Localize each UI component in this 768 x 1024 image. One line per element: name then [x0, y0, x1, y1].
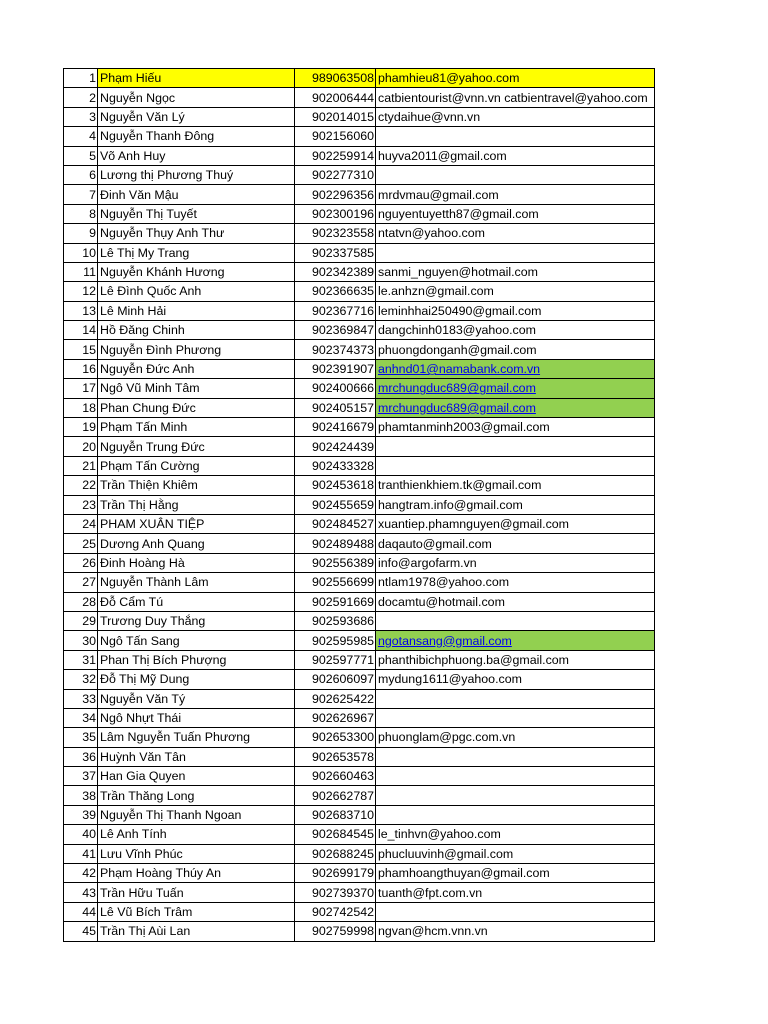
email-cell[interactable]: le.anhzn@gmail.com	[376, 282, 655, 301]
phone-cell[interactable]: 902366635	[295, 282, 376, 301]
email-cell[interactable]: ntatvn@yahoo.com	[376, 224, 655, 243]
email-cell[interactable]: tranthienkhiem.tk@gmail.com	[376, 476, 655, 495]
email-cell[interactable]: leminhhai250490@gmail.com	[376, 301, 655, 320]
table-row	[64, 708, 655, 727]
name-cell[interactable]: Trần Hữu Tuấn	[98, 883, 295, 902]
email-cell[interactable]: mrdvmau@gmail.com	[376, 185, 655, 204]
row-number-cell[interactable]: 4	[64, 127, 98, 146]
email-cell[interactable]	[376, 456, 655, 475]
table-row	[64, 747, 655, 766]
phone-cell[interactable]: 902653578	[295, 747, 376, 766]
table-row	[64, 592, 655, 611]
name-cell[interactable]: Trần Thiện Khiêm	[98, 476, 295, 495]
email-cell[interactable]	[376, 708, 655, 727]
row-number-cell[interactable]: 14	[64, 321, 98, 340]
row-number-cell[interactable]: 33	[64, 689, 98, 708]
phone-cell[interactable]: 902626967	[295, 708, 376, 727]
email-cell[interactable]: anhnd01@namabank.com.vn	[376, 359, 655, 378]
row-number-cell[interactable]: 36	[64, 747, 98, 766]
email-cell[interactable]: docamtu@hotmail.com	[376, 592, 655, 611]
phone-cell[interactable]: 902277310	[295, 165, 376, 184]
phone-cell[interactable]: 902296356	[295, 185, 376, 204]
table-row	[64, 844, 655, 863]
row-number-cell[interactable]: 18	[64, 398, 98, 417]
row-number-cell[interactable]: 45	[64, 922, 98, 941]
row-number-cell[interactable]: 22	[64, 476, 98, 495]
row-number-cell[interactable]: 3	[64, 107, 98, 126]
table-row	[64, 495, 655, 514]
phone-cell[interactable]: 902739370	[295, 883, 376, 902]
email-cell[interactable]: le_tinhvn@yahoo.com	[376, 825, 655, 844]
row-number-cell[interactable]: 9	[64, 224, 98, 243]
name-cell[interactable]: Lê Minh Hải	[98, 301, 295, 320]
table-row	[64, 437, 655, 456]
row-number-cell[interactable]: 15	[64, 340, 98, 359]
table-row	[64, 902, 655, 921]
table-row	[64, 340, 655, 359]
email-cell[interactable]: daqauto@gmail.com	[376, 534, 655, 553]
email-cell[interactable]: hangtram.info@gmail.com	[376, 495, 655, 514]
table-row	[64, 786, 655, 805]
email-cell[interactable]	[376, 611, 655, 630]
phone-cell[interactable]: 902625422	[295, 689, 376, 708]
email-cell[interactable]: sanmi_nguyen@hotmail.com	[376, 262, 655, 281]
phone-cell[interactable]: 902591669	[295, 592, 376, 611]
table-row	[64, 670, 655, 689]
name-cell[interactable]: Nguyễn Thành Lâm	[98, 573, 295, 592]
table-row	[64, 631, 655, 650]
table-row	[64, 359, 655, 378]
name-cell[interactable]: Nguyễn Văn Lý	[98, 107, 295, 126]
row-number-cell[interactable]: 2	[64, 88, 98, 107]
phone-cell[interactable]: 902433328	[295, 456, 376, 475]
table-row	[64, 418, 655, 437]
row-number-cell[interactable]: 21	[64, 456, 98, 475]
row-number-cell[interactable]: 27	[64, 573, 98, 592]
phone-cell[interactable]: 902660463	[295, 767, 376, 786]
name-cell[interactable]: Phan Thị Bích Phượng	[98, 650, 295, 669]
row-number-cell[interactable]: 13	[64, 301, 98, 320]
row-number-cell[interactable]: 17	[64, 379, 98, 398]
row-number-cell[interactable]: 41	[64, 844, 98, 863]
table-row	[64, 922, 655, 941]
name-cell[interactable]: Nguyễn Khánh Hương	[98, 262, 295, 281]
email-cell[interactable]	[376, 165, 655, 184]
table-row	[64, 611, 655, 630]
email-cell[interactable]: xuantiep.phamnguyen@gmail.com	[376, 514, 655, 533]
email-cell[interactable]: ctydaihue@vnn.vn	[376, 107, 655, 126]
row-number-cell[interactable]: 24	[64, 514, 98, 533]
phone-cell[interactable]: 902662787	[295, 786, 376, 805]
table-row	[64, 767, 655, 786]
name-cell[interactable]: Trần Thị Aùi Lan	[98, 922, 295, 941]
table-row	[64, 146, 655, 165]
phone-cell[interactable]: 902742542	[295, 902, 376, 921]
name-cell[interactable]: Đỗ Cẩm Tú	[98, 592, 295, 611]
table-row	[64, 165, 655, 184]
table-row	[64, 456, 655, 475]
table-row	[64, 398, 655, 417]
phone-cell[interactable]: 902337585	[295, 243, 376, 262]
name-cell[interactable]: Lương thị Phương Thuý	[98, 165, 295, 184]
name-cell[interactable]: Nguyễn Đình Phương	[98, 340, 295, 359]
table-row	[64, 107, 655, 126]
phone-cell[interactable]: 902367716	[295, 301, 376, 320]
phone-cell[interactable]: 902699179	[295, 864, 376, 883]
name-cell[interactable]: Phạm Tấn Minh	[98, 418, 295, 437]
row-number-cell[interactable]: 37	[64, 767, 98, 786]
table-row	[64, 262, 655, 281]
phone-cell[interactable]: 902424439	[295, 437, 376, 456]
row-number-cell[interactable]: 30	[64, 631, 98, 650]
row-number-cell[interactable]: 35	[64, 728, 98, 747]
email-cell[interactable]: phanthibichphuong.ba@gmail.com	[376, 650, 655, 669]
row-number-cell[interactable]: 29	[64, 611, 98, 630]
table-row	[64, 883, 655, 902]
name-cell[interactable]: Phạm Hoàng Thúy An	[98, 864, 295, 883]
email-cell[interactable]: catbientourist@vnn.vn catbientravel@yahoo.com	[376, 88, 655, 107]
email-cell[interactable]	[376, 437, 655, 456]
row-number-cell[interactable]: 38	[64, 786, 98, 805]
table-row	[64, 689, 655, 708]
name-cell[interactable]: Đinh Văn Mậu	[98, 185, 295, 204]
row-number-cell[interactable]: 32	[64, 670, 98, 689]
table-row	[64, 321, 655, 340]
phone-cell[interactable]: 902653300	[295, 728, 376, 747]
phone-cell[interactable]: 902156060	[295, 127, 376, 146]
email-cell[interactable]	[376, 747, 655, 766]
phone-cell[interactable]: 902759998	[295, 922, 376, 941]
name-cell[interactable]: Nguyễn Thị Tuyết	[98, 204, 295, 223]
name-cell[interactable]: Nguyễn Văn Tý	[98, 689, 295, 708]
phone-cell[interactable]: 902342389	[295, 262, 376, 281]
email-cell[interactable]: mydung1611@yahoo.com	[376, 670, 655, 689]
row-number-cell[interactable]: 34	[64, 708, 98, 727]
email-cell[interactable]: tuanth@fpt.com.vn	[376, 883, 655, 902]
row-number-cell[interactable]: 19	[64, 418, 98, 437]
table-row	[64, 379, 655, 398]
email-cell[interactable]: mrchungduc689@gmail.com	[376, 398, 655, 417]
name-cell[interactable]: Nguyễn Thị Thanh Ngoan	[98, 805, 295, 824]
name-cell[interactable]: Nguyễn Thanh Đông	[98, 127, 295, 146]
row-number-cell[interactable]: 39	[64, 805, 98, 824]
row-number-cell[interactable]: 23	[64, 495, 98, 514]
email-cell[interactable]	[376, 127, 655, 146]
phone-cell[interactable]: 902556389	[295, 553, 376, 572]
row-number-cell[interactable]: 20	[64, 437, 98, 456]
email-cell[interactable]	[376, 689, 655, 708]
phone-cell[interactable]: 902489488	[295, 534, 376, 553]
row-number-cell[interactable]: 42	[64, 864, 98, 883]
phone-cell[interactable]: 902484527	[295, 514, 376, 533]
name-cell[interactable]: Phạm Tấn Cường	[98, 456, 295, 475]
row-number-cell[interactable]: 31	[64, 650, 98, 669]
row-number-cell[interactable]: 12	[64, 282, 98, 301]
email-cell[interactable]: phamtanminh2003@gmail.com	[376, 418, 655, 437]
row-number-cell[interactable]: 11	[64, 262, 98, 281]
row-number-cell[interactable]: 28	[64, 592, 98, 611]
name-cell[interactable]: Lâm Nguyễn Tuấn Phương	[98, 728, 295, 747]
email-cell[interactable]: phucluuvinh@gmail.com	[376, 844, 655, 863]
table-row	[64, 573, 655, 592]
table-row	[64, 476, 655, 495]
name-cell[interactable]: Đinh Hoàng Hà	[98, 553, 295, 572]
phone-cell[interactable]: 902259914	[295, 146, 376, 165]
name-cell[interactable]: Han Gia Quyen	[98, 767, 295, 786]
name-cell[interactable]: Trần Thăng Long	[98, 786, 295, 805]
phone-cell[interactable]: 902405157	[295, 398, 376, 417]
phone-cell[interactable]: 902374373	[295, 340, 376, 359]
table-row	[64, 825, 655, 844]
table-row	[64, 69, 655, 88]
email-cell[interactable]	[376, 767, 655, 786]
phone-cell[interactable]: 989063508	[295, 69, 376, 88]
email-cell[interactable]: ngvan@hcm.vnn.vn	[376, 922, 655, 941]
row-number-cell[interactable]: 8	[64, 204, 98, 223]
name-cell[interactable]: Lê Vũ Bích Trâm	[98, 902, 295, 921]
name-cell[interactable]: Võ Anh Huy	[98, 146, 295, 165]
name-cell[interactable]: Trần Thị Hằng	[98, 495, 295, 514]
name-cell[interactable]: Dương Anh Quang	[98, 534, 295, 553]
row-number-cell[interactable]: 26	[64, 553, 98, 572]
table-row	[64, 534, 655, 553]
table-row	[64, 728, 655, 747]
name-cell[interactable]: Lê Anh Tính	[98, 825, 295, 844]
email-cell[interactable]: ntlam1978@yahoo.com	[376, 573, 655, 592]
name-cell[interactable]: Hồ Đăng Chinh	[98, 321, 295, 340]
name-cell[interactable]: Đỗ Thị Mỹ Dung	[98, 670, 295, 689]
email-cell[interactable]: mrchungduc689@gmail.com	[376, 379, 655, 398]
table-row	[64, 650, 655, 669]
contact-table-body	[64, 69, 655, 942]
phone-cell[interactable]: 902400666	[295, 379, 376, 398]
name-cell[interactable]: Phan Chung Đức	[98, 398, 295, 417]
name-cell[interactable]: Huỳnh Văn Tân	[98, 747, 295, 766]
phone-cell[interactable]: 902683710	[295, 805, 376, 824]
email-cell[interactable]	[376, 243, 655, 262]
phone-cell[interactable]: 902323558	[295, 224, 376, 243]
row-number-cell[interactable]: 5	[64, 146, 98, 165]
row-number-cell[interactable]: 1	[64, 69, 98, 88]
phone-cell[interactable]: 902597771	[295, 650, 376, 669]
name-cell[interactable]: Lê Thị My Trang	[98, 243, 295, 262]
phone-cell[interactable]: 902684545	[295, 825, 376, 844]
table-row	[64, 864, 655, 883]
row-number-cell[interactable]: 7	[64, 185, 98, 204]
name-cell[interactable]: Lê Đình Quốc Anh	[98, 282, 295, 301]
name-cell[interactable]: Nguyễn Đức Anh	[98, 359, 295, 378]
email-cell[interactable]: info@argofarm.vn	[376, 553, 655, 572]
table-row	[64, 204, 655, 223]
email-cell[interactable]: phuonglam@pgc.com.vn	[376, 728, 655, 747]
contact-table	[63, 68, 655, 942]
email-cell[interactable]: huyva2011@gmail.com	[376, 146, 655, 165]
phone-cell[interactable]: 902593686	[295, 611, 376, 630]
phone-cell[interactable]: 902595985	[295, 631, 376, 650]
email-cell[interactable]: ngotansang@gmail.com	[376, 631, 655, 650]
phone-cell[interactable]: 902391907	[295, 359, 376, 378]
phone-cell[interactable]: 902006444	[295, 88, 376, 107]
email-cell[interactable]	[376, 805, 655, 824]
email-cell[interactable]	[376, 902, 655, 921]
row-number-cell[interactable]: 40	[64, 825, 98, 844]
email-cell[interactable]	[376, 786, 655, 805]
name-cell[interactable]: Ngô Tấn Sang	[98, 631, 295, 650]
name-cell[interactable]: Nguyễn Thụy Anh Thư	[98, 224, 295, 243]
phone-cell[interactable]: 902556699	[295, 573, 376, 592]
phone-cell[interactable]: 902300196	[295, 204, 376, 223]
phone-cell[interactable]: 902014015	[295, 107, 376, 126]
name-cell[interactable]: Phạm Hiếu	[98, 69, 295, 88]
name-cell[interactable]: PHAM XUÂN TIỆP	[98, 514, 295, 533]
phone-cell[interactable]: 902688245	[295, 844, 376, 863]
row-number-cell[interactable]: 25	[64, 534, 98, 553]
table-row	[64, 243, 655, 262]
email-cell[interactable]: phuongdonganh@gmail.com	[376, 340, 655, 359]
table-row	[64, 282, 655, 301]
email-cell[interactable]: phamhoangthuyan@gmail.com	[376, 864, 655, 883]
row-number-cell[interactable]: 44	[64, 902, 98, 921]
row-number-cell[interactable]: 6	[64, 165, 98, 184]
name-cell[interactable]: Ngô Vũ Minh Tâm	[98, 379, 295, 398]
name-cell[interactable]: Nguyễn Ngọc	[98, 88, 295, 107]
table-row	[64, 127, 655, 146]
row-number-cell[interactable]: 43	[64, 883, 98, 902]
name-cell[interactable]: Ngô Nhựt Thái	[98, 708, 295, 727]
phone-cell[interactable]: 902416679	[295, 418, 376, 437]
phone-cell[interactable]: 902606097	[295, 670, 376, 689]
table-row	[64, 805, 655, 824]
email-cell[interactable]: nguyentuyetth87@gmail.com	[376, 204, 655, 223]
row-number-cell[interactable]: 16	[64, 359, 98, 378]
table-row	[64, 553, 655, 572]
phone-cell[interactable]: 902455659	[295, 495, 376, 514]
phone-cell[interactable]: 902453618	[295, 476, 376, 495]
table-row	[64, 185, 655, 204]
name-cell[interactable]: Trương Duy Thắng	[98, 611, 295, 630]
name-cell[interactable]: Nguyễn Trung Đức	[98, 437, 295, 456]
table-row	[64, 514, 655, 533]
row-number-cell[interactable]: 10	[64, 243, 98, 262]
name-cell[interactable]: Lưu Vĩnh Phúc	[98, 844, 295, 863]
table-row	[64, 224, 655, 243]
table-row	[64, 88, 655, 107]
email-cell[interactable]: phamhieu81@yahoo.com	[376, 69, 655, 88]
table-row	[64, 301, 655, 320]
email-cell[interactable]: dangchinh0183@yahoo.com	[376, 321, 655, 340]
phone-cell[interactable]: 902369847	[295, 321, 376, 340]
